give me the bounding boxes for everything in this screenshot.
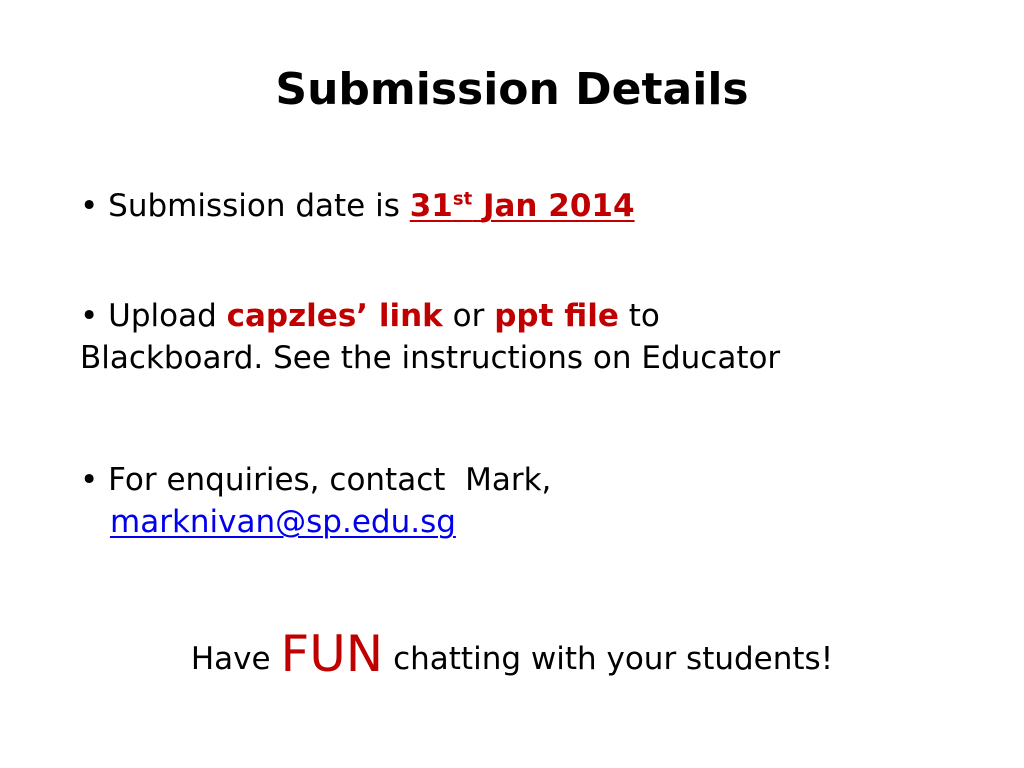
bullet-enquiries-line1 bbox=[80, 460, 980, 502]
email-link[interactable]: marknivan@sp.edu.sg bbox=[110, 503, 456, 540]
highlight-capzles-link: capzles’ link bbox=[226, 298, 443, 334]
bullet-marker: • bbox=[80, 462, 99, 498]
date-rest: Jan 2014 bbox=[482, 188, 635, 224]
bullet-upload bbox=[80, 296, 980, 380]
bullet-text: Upload bbox=[108, 298, 217, 334]
bullet-submission-date bbox=[80, 186, 980, 228]
bullet-enquiries-line2 bbox=[80, 502, 980, 544]
bullet-upload-line1 bbox=[80, 296, 980, 338]
highlight-ppt-file: ppt file bbox=[494, 298, 619, 334]
closing-post: chatting with your students! bbox=[393, 641, 834, 677]
slide-title: Submission Details bbox=[275, 64, 749, 115]
bullet-text: For enquiries, contact Mark, bbox=[108, 462, 552, 498]
bullet-text: or bbox=[452, 298, 485, 334]
bullet-enquiries bbox=[80, 460, 980, 544]
closing-pre: Have bbox=[190, 641, 271, 677]
bullet-marker: • bbox=[80, 298, 99, 334]
bullet-text: Submission date is bbox=[108, 188, 400, 224]
submission-date bbox=[410, 188, 635, 224]
closing-line bbox=[0, 622, 1024, 687]
bullet-upload-line2: Blackboard. See the instructions on Educator bbox=[80, 339, 781, 376]
bullet-marker: • bbox=[80, 188, 99, 224]
date-day: 31 bbox=[409, 188, 453, 224]
bullet-text: to bbox=[628, 298, 660, 334]
date-suffix: st bbox=[452, 188, 473, 210]
closing-emphasis: FUN bbox=[280, 625, 384, 683]
